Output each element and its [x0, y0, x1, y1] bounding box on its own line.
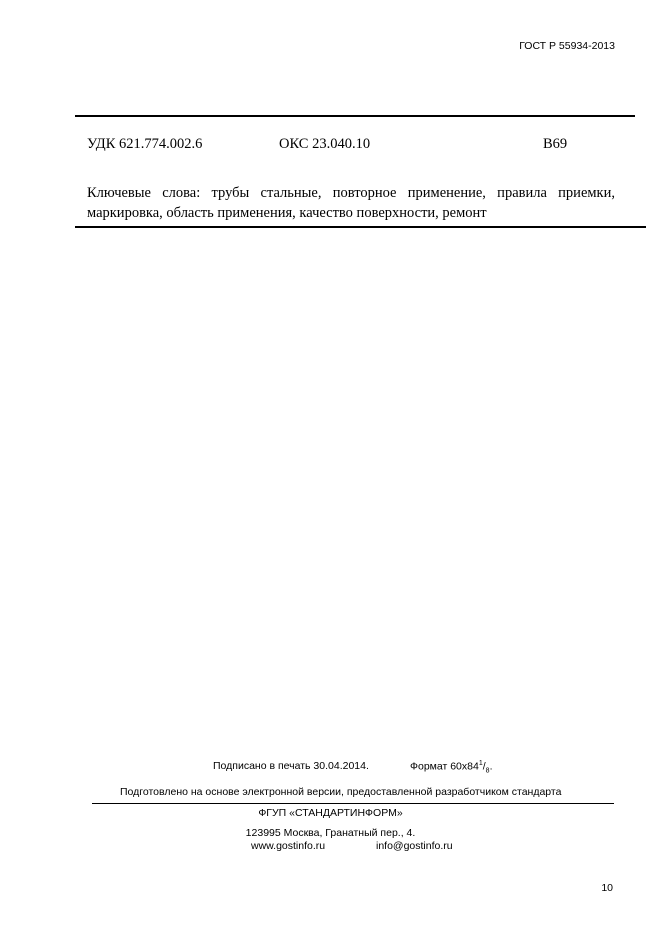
keywords-rule [75, 226, 646, 228]
print-format: Формат $60x84^1/_8$. [410, 760, 493, 775]
top-rule [75, 115, 635, 117]
standard-code: ГОСТ Р 55934-2013 [519, 40, 615, 52]
format-prefix: Формат 60x84 [410, 760, 479, 773]
publisher-name: ФГУП «СТАНДАРТИНФОРМ» [258, 807, 403, 819]
page-number: 10 [601, 882, 613, 894]
publisher-website: www.gostinfo.ru [251, 840, 326, 852]
format-suffix: . [489, 760, 493, 773]
classification-row [87, 136, 607, 156]
format-numerator: 1 [478, 760, 483, 767]
prepared-note: Подготовлено на основе электронной версии, предоставленной разработчиком стандарта [120, 786, 562, 798]
udk-code: УДК 621.774.002.6 [87, 136, 203, 152]
publisher-address: 123995 Москва, Гранатный пер., 4. [245, 827, 416, 839]
keywords-block [87, 183, 615, 223]
format-denominator: 8 [485, 767, 490, 775]
okp-code: В69 [543, 136, 568, 152]
keywords-line-2: маркировка, область применения, качество поверхности, ремонт [87, 205, 487, 221]
publisher-email: info@gostinfo.ru [376, 840, 453, 852]
oks-code: ОКС 23.040.10 [279, 136, 371, 152]
signed-for-print: Подписано в печать 30.04.2014. [213, 760, 369, 772]
keywords-line-1: Ключевые слова: трубы стальные, повторное применение, правила приемки, [87, 185, 615, 201]
imprint-rule [92, 803, 614, 804]
